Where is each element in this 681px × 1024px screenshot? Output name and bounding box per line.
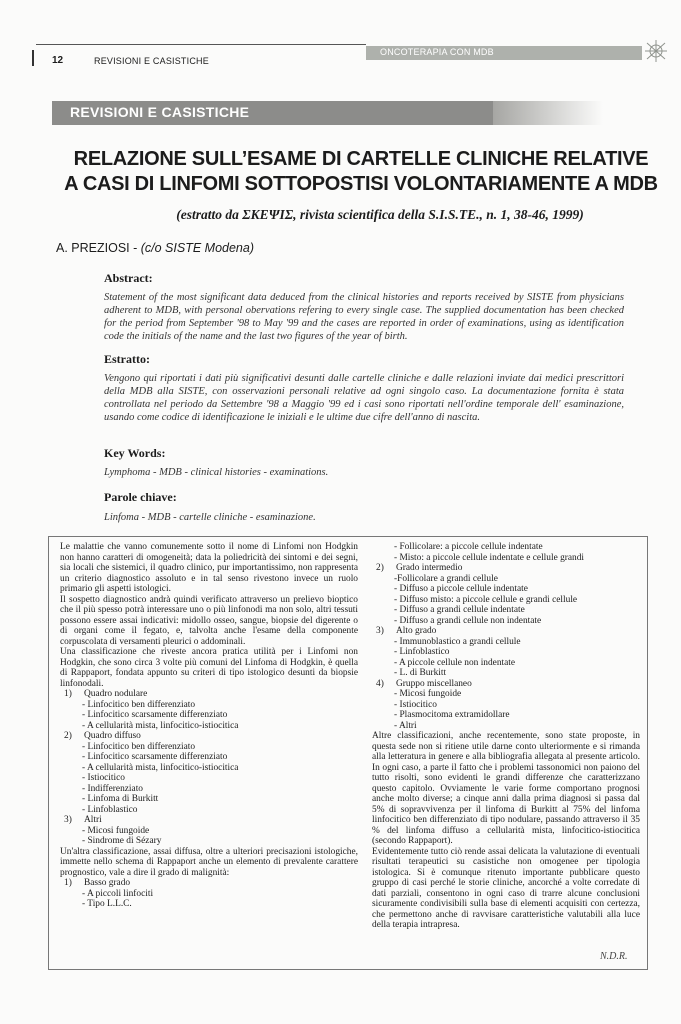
key-words-label: Key Words: bbox=[104, 446, 166, 460]
note-list-item: - Linfoma di Burkitt bbox=[82, 794, 159, 804]
note-list-item: - A piccole cellule non indentate bbox=[394, 657, 516, 668]
article-title bbox=[52, 147, 670, 197]
estratto-label: Estratto: bbox=[104, 352, 150, 366]
note-list-number: 1) bbox=[64, 689, 72, 699]
note-list-item: - A cellularità mista, linfocitico-istiocitica bbox=[82, 720, 239, 731]
note-list-item: - A piccoli linfociti bbox=[82, 888, 154, 899]
note-list-item: - Sindrome di Sézary bbox=[82, 836, 162, 846]
note-list-heading bbox=[60, 731, 358, 742]
parole-chiave-text: Linfoma - MDB - cartelle cliniche - esaminazione. bbox=[104, 512, 316, 523]
note-list-heading bbox=[60, 815, 358, 826]
note-list-heading-text: Alto grado bbox=[396, 626, 437, 636]
note-list-number: 4) bbox=[376, 678, 384, 689]
note-list-item: - Istiocitico bbox=[82, 773, 125, 783]
note-list-item: - Follicolare: a piccole cellule indentate bbox=[394, 542, 543, 552]
author-line bbox=[56, 241, 254, 255]
key-words-text: Lymphoma - MDB - clinical histories - examinations. bbox=[104, 467, 329, 478]
note-list-item: - Linfoblastico bbox=[82, 804, 138, 815]
note-list-heading bbox=[60, 878, 358, 889]
note-list-item: -Follicolare a grandi cellule bbox=[394, 573, 498, 584]
journal-logo-icon bbox=[641, 38, 671, 64]
abstract-label: Abstract: bbox=[104, 271, 153, 285]
note-list-item: - Istiocitico bbox=[394, 699, 437, 710]
note-paragraph: Evidentemente tutto ciò rende assai delicata la valutazione di eventuali risultati terapeutici su casistiche non omogenee per tipologia istologica. Si è comunque ritenuto importante pubblicare questo gruppo di casi perché le storie cliniche, ancorché a volte corredate di dati parziali, consentono in ogni caso di trarre alcune conclusioni sicuramente condivisibili sulla base di elementi acquisiti con certezza, che permettono anche di ravvisare caratteristiche valutabili alla luce della terapia intrapresa. bbox=[372, 846, 640, 930]
note-signature: N.D.R. bbox=[600, 951, 628, 962]
note-paragraph: Altre classificazioni, anche recentemente, sono state proposte, in questa sede non si ritiene utile darne conto ulteriormente e si rimanda alla letteratura in genere e alla bibliografia allegata al presente articolo. In ogni caso, a parte il fatto che i problemi tassonomici non paiono del tutto risolti, sono evidenti le grandi differenze che caratterizzano questo capitolo. Ovviamente le varie forme comportano prognosi anche molto diverse; a cinque anni dalla prima diagnosi si passa dal 5% di sopravvivenza per il linfoma di Burkitt al 75% del linfoma linfocitico ben differenziato di tipo nodulare, passando attraverso il 35 % del linfoma diffuso a cellularità mista, linfocitico-istiocitica (secondo Rappaport). bbox=[372, 731, 640, 846]
article-title-line-2: A CASI DI LINFOMI SOTTOPOSTISI VOLONTARIAMENTE A MDB bbox=[64, 173, 658, 195]
note-list-item: - Immunoblastico a grandi cellule bbox=[394, 636, 521, 647]
note-list-number: 1) bbox=[64, 878, 72, 888]
author-name: A. PREZIOSI - bbox=[56, 241, 141, 255]
parole-chiave-label: Parole chiave: bbox=[104, 490, 177, 504]
note-list-item: - Altri bbox=[394, 720, 417, 731]
note-paragraph: Il sospetto diagnostico andrà quindi verificato attraverso un prelievo bioptico che il più spesso potrà interessare uno o più linfonodi ma non solo, altri tessuti possono essere assai indicativi: midollo osseo, sangue, biopsie del digerente o di organi come il fegato, e, talvolta anche l'esame della componente corpuscolata di versamenti pleurici o addominali. bbox=[60, 594, 358, 647]
note-list-item: - Misto: a piccole cellule indentate e cellule grandi bbox=[394, 552, 585, 563]
note-list-heading bbox=[60, 689, 358, 700]
note-list-item: - Tipo L.L.C. bbox=[82, 899, 132, 909]
article-subtitle: (estratto da ΣΚΕΨΙΣ, rivista scientifica della S.I.S.TE., n. 1, 38-46, 1999) bbox=[176, 207, 584, 222]
note-list-number: 3) bbox=[64, 815, 72, 825]
running-head: REVISIONI E CASISTICHE bbox=[94, 56, 209, 66]
note-right-column bbox=[372, 542, 640, 931]
note-list-heading bbox=[372, 679, 640, 690]
note-list-item: - L. di Burkitt bbox=[394, 668, 447, 678]
note-paragraph: Una classificazione che riveste ancora pratica utilità per i Linfomi non Hodgkin, che sono circa 3 volte più comuni del Linfoma di Hodgkin, è quella di Rappaport, fondata appunto su criteri di tipo istologico desunti da biopsie linfonodali. bbox=[60, 647, 358, 689]
section-band-fade bbox=[493, 101, 603, 125]
note-left-column bbox=[60, 542, 358, 910]
note-list-item: - Diffuso a grandi cellule indentate bbox=[394, 605, 525, 615]
note-list-heading-text: Gruppo miscellaneo bbox=[396, 678, 472, 689]
note-list-heading-text: Basso grado bbox=[84, 878, 131, 888]
header-rule bbox=[36, 44, 366, 45]
note-list-heading-text: Quadro nodulare bbox=[84, 689, 148, 699]
note-list-number: 2) bbox=[64, 731, 72, 741]
note-list-item: - A cellularità mista, linfocitico-istiocitica bbox=[82, 762, 239, 773]
note-list-item: - Micosi fungoide bbox=[82, 825, 150, 836]
header-margin-bar bbox=[32, 50, 34, 66]
note-list-heading-text: Altri bbox=[84, 815, 102, 825]
note-list-item: - Linfocitico scarsamente differenziato bbox=[82, 752, 228, 762]
note-list-item: - Linfocitico scarsamente differenziato bbox=[82, 710, 228, 720]
journal-band-label: ONCOTERAPIA CON MDB bbox=[380, 47, 494, 57]
note-list-heading-text: Quadro diffuso bbox=[84, 731, 141, 741]
note-list-item: - Linfoblastico bbox=[394, 647, 450, 657]
note-list-item: - Linfocitico ben differenziato bbox=[82, 699, 196, 710]
note-list-heading bbox=[372, 563, 640, 574]
note-list-item: - Linfocitico ben differenziato bbox=[82, 741, 196, 752]
note-list-item: - Diffuso misto: a piccole cellule e grandi cellule bbox=[394, 594, 578, 605]
note-list-number: 3) bbox=[376, 626, 384, 636]
note-list-heading bbox=[372, 626, 640, 637]
author-affiliation: (c/o SISTE Modena) bbox=[140, 241, 254, 255]
note-list-item: - Diffuso a piccole cellule indentate bbox=[394, 584, 528, 594]
note-list-heading-text: Grado intermedio bbox=[396, 563, 463, 573]
note-paragraph: Un'altra classificazione, assai diffusa, oltre a ulteriori precisazioni istologiche, immette nello schema di Rappaport anche un elemento di prevalente carattere prognostico, vale a dire il grado di malignità: bbox=[60, 846, 358, 878]
note-list-item: - Micosi fungoide bbox=[394, 689, 462, 699]
note-paragraph: Le malattie che vanno comunemente sotto il nome di Linfomi non Hodgkin non hanno caratteri di omogeneità; data la poliedricità dei sintomi e dei segni, sia locali che sistemici, il quadro clinico, pur importantissimo, non rappresenta un criterio diagnostico assoluto e in tal senso rivestono invece un ruolo primario gli aspetti istologici. bbox=[60, 542, 358, 594]
note-list-number: 2) bbox=[376, 563, 384, 573]
estratto-text: Vengono qui riportati i dati più significativi desunti dalle cartelle cliniche e dalle relazioni inviate dai medici prescrittori della MDB alla SISTE, con osservazioni personali relative ad ogni singolo caso. La documentazione fornita è stata controllata nel periodo da Settembre '98 a Maggio '99 ed i casi sono riportati nell'ordine temporale dell' esaminazione, usando come codice di identificazione le iniziali e le ultime due cifre dell'anno di nascita. bbox=[104, 373, 624, 423]
section-title: REVISIONI E CASISTICHE bbox=[70, 104, 250, 120]
article-title-line-1: RELAZIONE SULL’ESAME DI CARTELLE CLINICHE RELATIVE bbox=[73, 148, 649, 170]
note-list-item: - Indifferenziato bbox=[82, 783, 143, 794]
note-list-item: - Diffuso a grandi cellule non indentate bbox=[394, 615, 542, 626]
abstract-text: Statement of the most significant data deduced from the clinical histories and reports received by SISTE from physicians adherent to MDB, with personal obervations refering to every single case. The supplied documentation has been checked for the period from September '98 to May '99 and the cases are reported in order of examinations, using as identification code the initials of the name and the last two figures of the year of birth. bbox=[104, 292, 624, 342]
page-number: 12 bbox=[52, 55, 64, 66]
note-list-item: - Plasmocitoma extramidollare bbox=[394, 710, 510, 720]
